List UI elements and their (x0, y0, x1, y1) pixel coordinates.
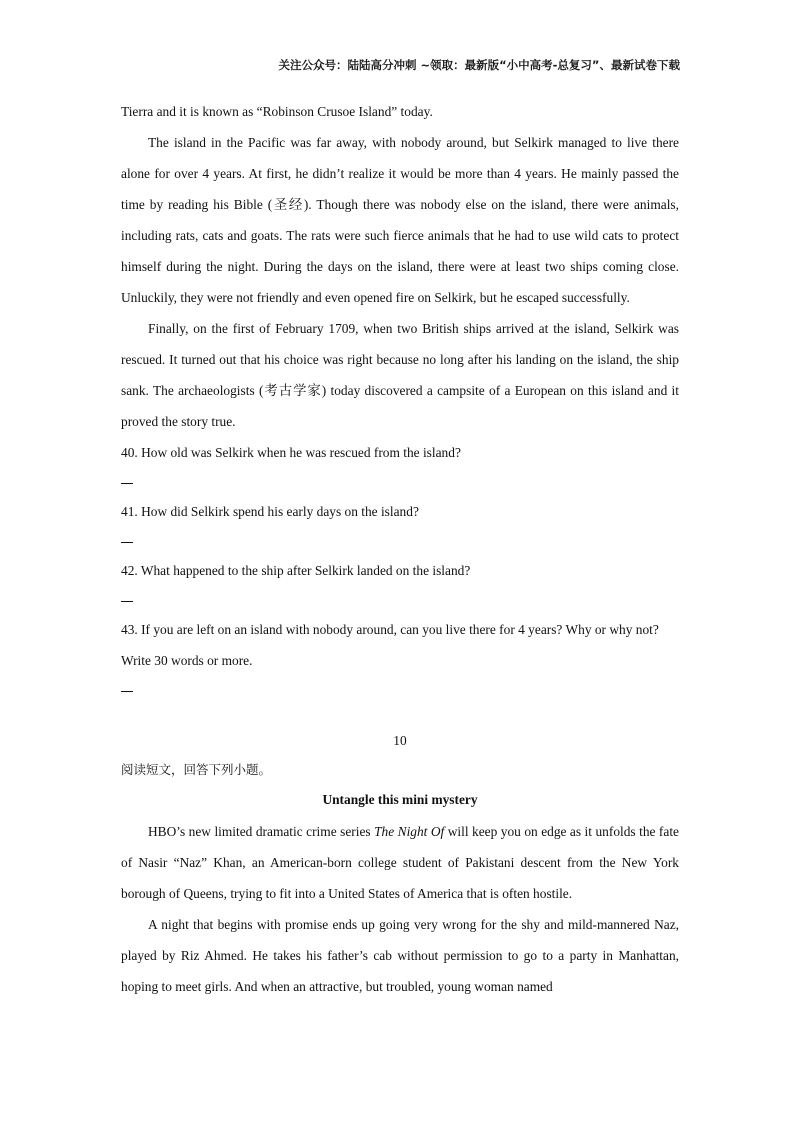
passage-paragraph: The island in the Pacific was far away, with nobody around, but Selkirk managed to live there alone for over 4 years. At first, he didn’t realize it would be more than 4 years. He mainly passed the time by reading his Bible (圣经). Though there was nobody else on the island, there were animals, including rats, cats and goats. The rats were such fierce animals that he had to use wild cats to protect himself during the night. During the days on the island, there were at least two ships coming close. Unluckily, they were not friendly and even opened fire on Selkirk, but he escaped successfully. (121, 135, 679, 305)
answer-blank[interactable] (121, 527, 679, 555)
text-span: will keep you on edge as it unfolds the fate of Nasir “Naz” Khan, an American-born college student of Pakistani descent from the New York borough of Queens, trying to fit into a United States of America that is often hostile. (121, 824, 679, 901)
show-title: The Night Of (374, 824, 445, 839)
section-number: 10 (393, 733, 407, 748)
question-42: 42. What happened to the ship after Selkirk landed on the island? (121, 563, 471, 578)
passage-paragraph: A night that begins with promise ends up going very wrong for the shy and mild-mannered Naz, played by Riz Ahmed. He takes his father’s cab without permission to go to a party in Manhattan, hoping to meet girls. And when an attractive, but troubled, young woman named (121, 917, 679, 994)
question-40: 40. How old was Selkirk when he was rescued from the island? (121, 445, 461, 460)
document-body (121, 96, 679, 1002)
passage-paragraph: Tierra and it is known as “Robinson Crusoe Island” today. (121, 104, 433, 119)
section-instruction: 阅读短文，回答下列小题。 (121, 762, 272, 777)
header-watermark-note: 关注公众号：陆陆高分冲刺 ~领取：最新版“小中高考-总复习”、最新试卷下载 (278, 58, 680, 72)
answer-blank[interactable] (121, 586, 679, 614)
text-span: HBO’s new limited dramatic crime series (148, 824, 375, 839)
question-43: 43. If you are left on an island with nobody around, can you live there for 4 years? Why or why not? Write 30 words or more. (121, 622, 659, 668)
answer-blank[interactable] (121, 468, 679, 496)
question-41: 41. How did Selkirk spend his early days on the island? (121, 504, 419, 519)
passage-paragraph (121, 816, 679, 909)
passage-paragraph: Finally, on the first of February 1709, when two British ships arrived at the island, Selkirk was rescued. It turned out that his choice was right because no long after his landing on the island, the ship sank. The archaeologists (考古学家) today discovered a campsite of a European on this island and it proved the story true. (121, 321, 679, 429)
passage-title: Untangle this mini mystery (322, 792, 478, 807)
answer-blank[interactable] (121, 676, 679, 704)
